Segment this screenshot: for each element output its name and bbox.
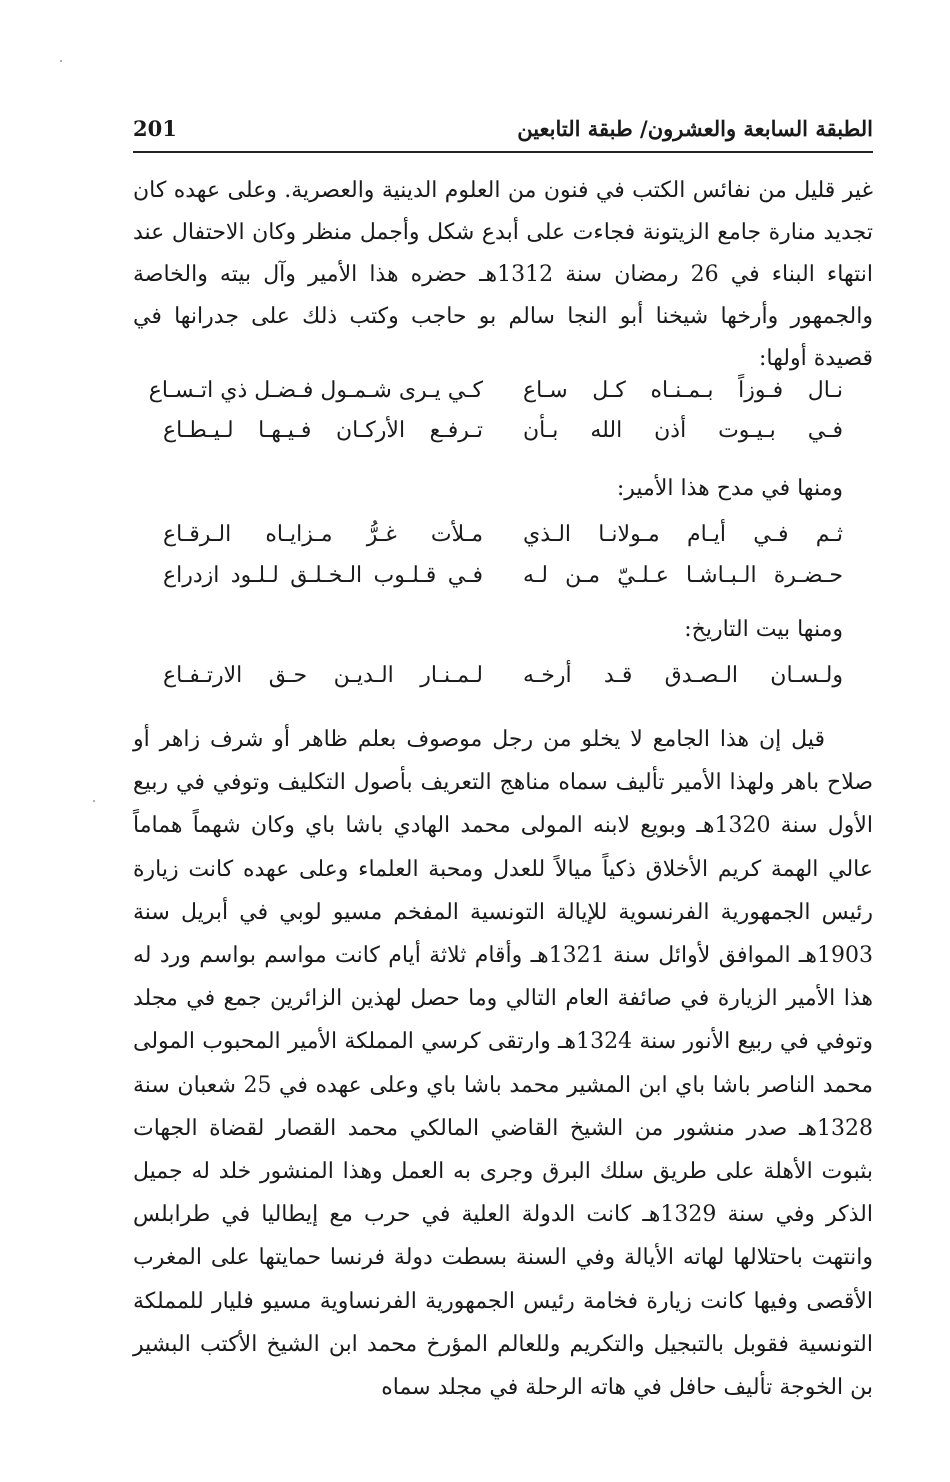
verse-line [133,378,873,418]
verse-first-hemistich: حـضـرة الـبـاشـا عـلـيّ مـن لـه [523,563,843,588]
verse-second-hemistich: لـمـنـار الـديـن حـق الارتـفـاع [163,663,483,688]
verse-second-hemistich: تـرفـع الأركـان فـيـهـا لـيـطـاع [163,418,483,443]
verse-first-hemistich: فـي بـيـوت أذن الله بـأن [523,418,843,443]
verse-first-hemistich: ثـم فـي أيـام مـولانـا الـذي [523,522,843,547]
paragraph-1: غير قليل من نفائس الكتب في فنون من العلوم الدينية والعصرية. وعلى عهده كان تجديد منارة جامع الزيتونة فجاءت على أبدع شكل وأجمل منظر وكان الاحتفال عند انتهاء البناء في 26 رمضان سنة 1312هـ حضره هذا الأمير وآل بيته والخاصة والجمهور وأرخها شيخنا أبو النجا سالم بو حاجب وكتب ذلك على جدرانها في قصيدة أولها: [133,178,873,371]
scan-speck [93,800,95,802]
poem-intro-praise: ومنها في مدح هذا الأمير: [616,476,843,501]
verse-second-hemistich: مـلأت غـرُّ مـزايـاه الـرقـاع [163,522,483,547]
verse-line [133,418,873,458]
verse-line [133,663,873,703]
verse-line [133,563,873,603]
paragraph-2 [133,718,873,1409]
paragraph-2-text: قيل إن هذا الجامع لا يخلو من رجل موصوف بعلم ظاهر أو شرف زاهر أو صلاح باهر ولهذا الأمير تأليف سماه مناهج التعريف بأصول التكليف وتوفي في ربيع الأول سنة 1320هـ وبويع لابنه المولى محمد الهادي باشا باي وكان شهماً هماماً عالي الهمة كريم الأخلاق ذكياً ميالاً للعدل ومحبة العلماء وعلى عهده كانت زيارة رئيس الجمهورية الفرنسوية للإيالة التونسية المفخم مسيو لوبي في أبريل سنة 1903هـ الموافق لأوائل سنة 1321هـ وأقام ثلاثة أيام كانت مواسم بواسم ورد له هذا الأمير الزيارة في صائفة العام التالي وما حصل لهذين الزائرين جمع في مجلد وتوفي في ربيع الأنور سنة 1324هـ وارتقى كرسي المملكة الأمير المحبوب المولى محمد الناصر باشا باي ابن المشير محمد باشا باي وعلى عهده في 25 شعبان سنة 1328هـ صدر منشور من الشيخ القاضي المالكي محمد القصار لقضاة الجهات بثبوت الأهلة على طريق سلك البرق وجرى به العمل وهذا المنشور خلد له جميل الذكر وفي سنة 1329هـ كانت الدولة العلية في حرب مع إيطاليا في طرابلس وانتهت باحتلالها لهاته الأيالة وفي السنة بسطت دولة فرنسا حمايتها على المغرب الأقصى وفيها كانت زيارة فخامة رئيس الجمهورية الفرنساوية مسيو فليار للمملكة التونسية فقوبل بالتبجيل والتكريم وللعالم المؤرخ محمد ابن الشيخ الأكتب البشير بن الخوجة تأليف حافل في هاته الرحلة في مجلد سماه [133,727,873,1401]
running-head: الطبقة السابعة والعشرون/ طبقة التابعين [517,116,873,141]
poem-intro-date: ومنها بيت التاريخ: [684,617,843,642]
verse-second-hemistich: كـي يـرى شـمـول فـضـل ذي اتـسـاع [148,378,483,403]
scan-speck [60,60,62,62]
verse-first-hemistich: ولـسـان الـصـدق قـد أرخـه [523,663,843,688]
page-header [133,112,873,148]
verse-line [133,522,873,562]
verse-second-hemistich: فـي قـلـوب الـخـلـق لـلـود ازدراع [163,563,483,588]
verse-first-hemistich: نـال فـوزاً بـمـنـاه كـل سـاع [523,378,843,403]
header-rule [133,151,873,153]
page-number: 201 [133,116,177,141]
